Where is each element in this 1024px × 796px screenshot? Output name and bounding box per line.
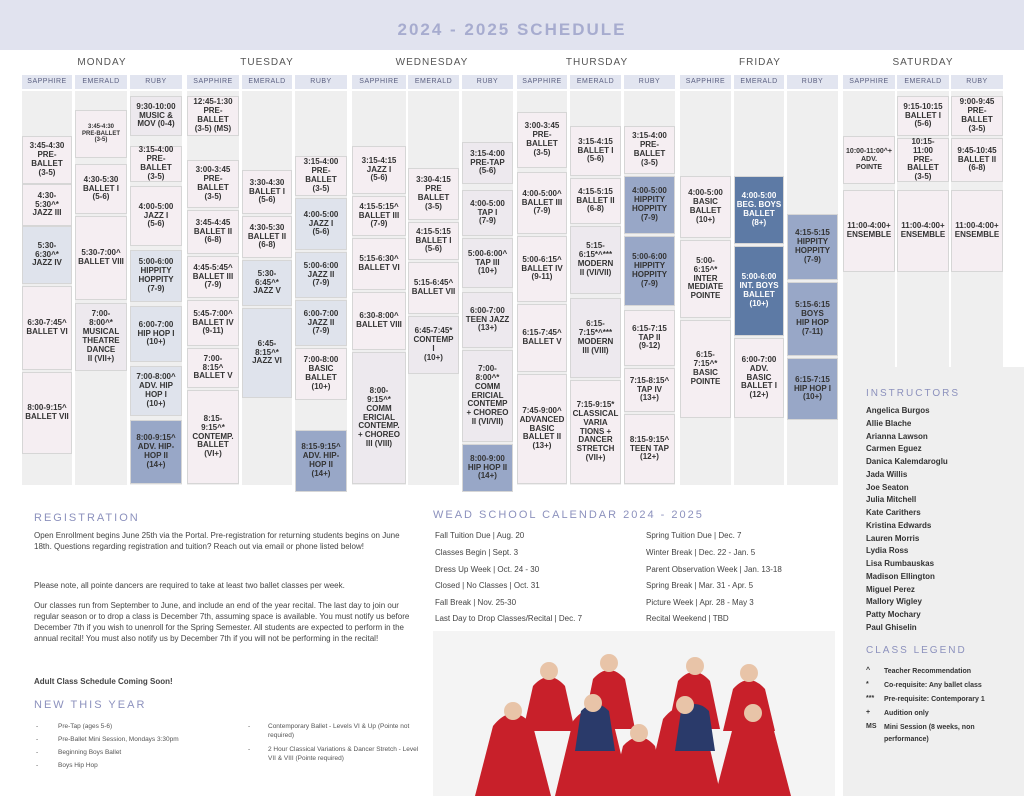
class-cell: 7:00- 8:00^* COMM ERICIAL CONTEMP + CHOREO II (VI/VII) [462, 350, 513, 442]
class-cell: 8:00-9:15^ BALLET VII [22, 372, 72, 454]
class-cell: 6:15-7:15 HIP HOP I (10+) [787, 358, 838, 420]
class-cell: 8:15-9:15^ ADV. HIP- HOP II (14+) [295, 430, 347, 492]
bullet: - [36, 762, 39, 769]
legend-symbol: * [866, 681, 869, 688]
class-cell: 9:15-10:15 BALLET I (5-6) [897, 96, 949, 136]
day-tuesday: TUESDAY [240, 57, 294, 68]
legend-symbol: + [866, 709, 871, 716]
class-cell: 9:30-10:00 MUSIC & MOV (0-4) [130, 96, 182, 136]
level-header-emerald: EMERALD [734, 75, 784, 89]
class-cell: 12:45-1:30 PRE-BALLET (3-5) (MS) [187, 96, 239, 136]
instructor-name: Arianna Lawson [866, 432, 928, 441]
class-cell: 10:15- 11:00 PRE-BALLET (3-5) [897, 138, 949, 182]
calendar-item: Last Day to Drop Classes/Recital | Dec. 7 [435, 614, 583, 623]
day-monday: MONDAY [77, 57, 127, 68]
pointe-note: Please note, all pointe dancers are required to take at least two ballet classes per week. [34, 581, 345, 590]
class-cell: 6:15-7:15 TAP II (9-12) [624, 310, 675, 366]
day-saturday: SATURDAY [892, 57, 954, 68]
class-cell: 3:15-4:15 JAZZ I (5-6) [352, 146, 406, 194]
class-cell: 4:15-5:15 BALLET I (5-6) [408, 222, 459, 260]
class-cell: 5:00-6:00 INT. BOYS BALLET (10+) [734, 246, 784, 336]
adult-class-note: Adult Class Schedule Coming Soon! [34, 677, 173, 686]
class-cell: 8:00-9:15^ ADV. HIP- HOP II (14+) [130, 420, 182, 484]
calendar-item: Dress Up Week | Oct. 24 - 30 [435, 565, 540, 574]
class-cell: 7:45-9:00^ ADVANCED BASIC BALLET II (13+) [517, 374, 567, 484]
legend-text: Teacher Recommendation [884, 668, 972, 675]
level-header-emerald: EMERALD [408, 75, 459, 89]
class-cell: 3:15-4:00 PRE-BALLET (3-5) [130, 146, 182, 182]
class-cell: 4:15-5:15^ BALLET III (7-9) [352, 196, 406, 236]
instructor-name: Lydia Ross [866, 546, 909, 555]
class-cell: 9:45-10:45 BALLET II (6-8) [951, 138, 1003, 182]
instructor-name: Mallory Wigley [866, 597, 922, 606]
class-cell: 8:00-9:00 HIP HOP II (14+) [462, 444, 513, 492]
class-cell: 11:00-4:00+ ENSEMBLE [897, 190, 949, 272]
instructor-name: Kristina Edwards [866, 521, 932, 530]
calendar-item: Classes Begin | Sept. 3 [435, 548, 519, 557]
legend-text: Audition only [884, 710, 929, 717]
class-cell: 5:15-6:30^ BALLET VI [352, 238, 406, 290]
class-cell: 3:30-4:15 PRE BALLET (3-5) [408, 168, 459, 220]
class-cell: 6:30-7:45^ BALLET VI [22, 286, 72, 370]
level-header-sapphire: SAPPHIRE [517, 75, 567, 89]
level-header-emerald: EMERALD [75, 75, 127, 89]
instructor-name: Carmen Eguez [866, 444, 922, 453]
class-cell: 3:15-4:00 PRE-TAP (5-6) [462, 142, 513, 184]
legend-symbol: ^ [866, 667, 871, 674]
instructor-name: Lisa Rumbauskas [866, 559, 935, 568]
class-cell: 11:00-4:00+ ENSEMBLE [951, 190, 1003, 272]
calendar-item: Parent Observation Week | Jan. 13-18 [646, 565, 782, 574]
class-cell: 6:45- 8:15^* JAZZ VI [242, 308, 292, 398]
class-cell: 7:15-8:15^ TAP IV (13+) [624, 368, 675, 412]
class-cell: 4:00-5:00 TAP I (7-9) [462, 190, 513, 236]
level-header-ruby: RUBY [624, 75, 675, 89]
legend-text: Pre-requisite: Contemporary 1 [884, 696, 985, 703]
class-cell: 5:00-6:00^ TAP III (10+) [462, 238, 513, 288]
new-item: Beginning Boys Ballet [58, 749, 122, 756]
level-header-ruby: RUBY [295, 75, 347, 89]
calendar-item: Fall Tuition Due | Aug. 20 [435, 531, 525, 540]
class-cell: 6:00-7:00 TEEN JAZZ (13+) [462, 292, 513, 348]
class-cell: 6:15- 7:15^* BASIC POINTE [680, 320, 731, 418]
level-header-ruby: RUBY [951, 75, 1003, 89]
class-cell: 5:00- 6:15^* INTER MEDIATE POINTE [680, 240, 731, 318]
class-cell: 3:00-3:45 PRE-BALLET (3-5) [517, 112, 567, 168]
calendar-item: Spring Tuition Due | Dec. 7 [646, 531, 742, 540]
class-cell: 5:30- 6:30^* JAZZ IV [22, 226, 72, 284]
class-cell: 6:45-7:45* CONTEMP I (10+) [408, 316, 459, 374]
class-cell: 3:15-4:00 PRE-BALLET (3-5) [624, 126, 675, 174]
level-header-sapphire: SAPPHIRE [352, 75, 406, 89]
class-cell: 5:30-7:00^ BALLET VIII [75, 216, 127, 300]
day-friday: FRIDAY [739, 57, 781, 68]
class-cell: 9:00-9:45 PRE-BALLET (3-5) [951, 96, 1003, 136]
level-header-ruby: RUBY [462, 75, 513, 89]
class-cell: 7:00-8:00^ ADV. HIP HOP I (10+) [130, 366, 182, 416]
class-cell: 5:00-6:00 JAZZ II (7-9) [295, 252, 347, 298]
class-cell: 8:15- 9:15^* CONTEMP. BALLET (VI+) [187, 390, 239, 484]
instructor-name: Allie Blache [866, 419, 912, 428]
level-header-sapphire: SAPPHIRE [187, 75, 239, 89]
class-cell: 4:30- 5:30^* JAZZ III [22, 184, 72, 226]
class-cell: 8:00- 9:15^* COMM ERICIAL CONTEMP. + CHOREO III (VIII) [352, 352, 406, 484]
level-header-sapphire: SAPPHIRE [680, 75, 731, 89]
instructor-name: Miguel Perez [866, 585, 915, 594]
class-cell: 6:15-7:45^ BALLET V [517, 304, 567, 372]
level-header-ruby: RUBY [787, 75, 838, 89]
day-wednesday: WEDNESDAY [395, 57, 469, 68]
calendar-item: Fall Break | Nov. 25-30 [435, 598, 517, 607]
class-cell: 5:45-7:00^ BALLET IV (9-11) [187, 300, 239, 346]
class-cell: 6:15- 7:15*^*** MODERN III (VIII) [570, 298, 621, 378]
calendar-heading: WEAD SCHOOL CALENDAR 2024 - 2025 [433, 509, 704, 521]
class-cell: 5:15- 6:15*^*** MODERN II (VI/VII) [570, 226, 621, 294]
class-cell: 3:45-4:30 PRE-BALLET (3-5) [75, 110, 127, 158]
class-cell: 4:00-5:00 HIPPITY HOPPITY (7-9) [624, 176, 675, 234]
class-cell: 5:30- 6:45^* JAZZ V [242, 260, 292, 306]
legend-heading: CLASS LEGEND [866, 645, 967, 656]
class-cell: 4:15-5:15 HIPPITY HOPPITY (7-9) [787, 214, 838, 280]
new-item: Pre-Ballet Mini Session, Mondays 3:30pm [58, 736, 179, 743]
instructor-name: Angelica Burgos [866, 406, 930, 415]
level-header-emerald: EMERALD [570, 75, 621, 89]
class-cell: 8:15-9:15^ TEEN TAP (12+) [624, 414, 675, 484]
class-cell: 7:00- 8:15^ BALLET V [187, 348, 239, 388]
class-cell: 7:00- 8:00^* MUSICAL THEATRE DANCE II (VII+) [75, 303, 127, 371]
class-cell: 3:15-4:15 BALLET I (5-6) [570, 126, 621, 176]
class-cell: 4:15-5:15 BALLET II (6-8) [570, 178, 621, 224]
legend-text: Co-requisite: Any ballet class [884, 682, 982, 689]
class-cell: 4:00-5:00 JAZZ I (5-6) [295, 198, 347, 250]
instructor-name: Paul Ghiselin [866, 623, 917, 632]
class-cell: 5:15-6:15 BOYS HIP HOP (7-11) [787, 282, 838, 356]
bullet: - [248, 746, 251, 753]
class-cell: 6:30-8:00^ BALLET VIII [352, 292, 406, 350]
calendar-item: Closed | No Classes | Oct. 31 [435, 581, 540, 590]
class-cell: 5:00-6:15^ BALLET IV (9-11) [517, 236, 567, 302]
dancers-illustration [433, 631, 835, 796]
class-cell: 11:00-4:00+ ENSEMBLE [843, 190, 895, 272]
legend-text: Mini Session (8 weeks, non performance) [884, 724, 975, 743]
level-header-emerald: EMERALD [242, 75, 292, 89]
new-item: Pre-Tap (ages 5-6) [58, 723, 113, 730]
class-cell: 4:30-5:30 BALLET II (6-8) [242, 216, 292, 258]
class-cell: 4:30-5:30 BALLET I (5-6) [75, 164, 127, 214]
legend-symbol: *** [866, 695, 875, 702]
page-title: 2024 - 2025 SCHEDULE [397, 20, 627, 39]
instructor-name: Lauren Morris [866, 534, 920, 543]
level-header-sapphire: SAPPHIRE [22, 75, 72, 89]
class-cell: 3:00-3:45 PRE- BALLET (3-5) [187, 160, 239, 208]
instructors-heading: INSTRUCTORS [866, 388, 961, 399]
class-cell: 3:30-4:30 BALLET I (5-6) [242, 170, 292, 214]
class-cell: 10:00-11:00^+ ADV. POINTE [843, 136, 895, 184]
class-cell: 7:15-9:15* CLASSICAL VARIA TIONS + DANCER STRETCH (VII+) [570, 380, 621, 484]
class-cell: 6:00-7:00 ADV. BASIC BALLET I (12+) [734, 338, 784, 418]
level-header-ruby: RUBY [130, 75, 182, 89]
class-cell: 6:00-7:00 JAZZ II (7-9) [295, 300, 347, 346]
calendar-item: Recital Weekend | TBD [646, 614, 729, 623]
new-item: 2 Hour Classical Variations & Dancer Stretch - Level VII & VIII (Pointe required) [268, 746, 419, 762]
new-item: Boys Hip Hop [58, 762, 98, 769]
calendar-item: Winter Break | Dec. 22 - Jan. 5 [646, 548, 756, 557]
instructor-name: Julia Mitchell [866, 495, 917, 504]
calendar-item: Spring Break | Mar. 31 - Apr. 5 [646, 581, 754, 590]
class-cell: 3:45-4:45 BALLET II (6-8) [187, 210, 239, 254]
class-cell: 4:00-5:00 BEG. BOYS BALLET (8+) [734, 176, 784, 244]
season-paragraph: Our classes run from September to June, and include an end of the year recital. The last day to join our regular season or to drop a class is December 7th, assuming space is available. You must notify us before December 7th if you wish to unenroll for the Spring Semester. All students are expected to perform in the annual recital! You must also notify us by December 7th if you will not be performing in the recital! [34, 601, 410, 643]
class-cell: 4:45-5:45^ BALLET III (7-9) [187, 256, 239, 298]
instructor-name: Joe Seaton [866, 483, 909, 492]
class-cell: 3:45-4:30 PRE-BALLET (3-5) [22, 136, 72, 184]
class-cell: 4:00-5:00^ BALLET III (7-9) [517, 172, 567, 234]
class-cell: 5:15-6:45^ BALLET VII [408, 262, 459, 314]
registration-heading: REGISTRATION [34, 512, 140, 524]
class-cell: 5:00-6:00 HIPPITY HOPPITY (7-9) [624, 236, 675, 306]
level-header-sapphire: SAPPHIRE [843, 75, 895, 89]
bullet: - [248, 723, 251, 730]
bullet: - [36, 736, 39, 743]
class-cell: 6:00-7:00 HIP HOP I (10+) [130, 306, 182, 362]
level-header-emerald: EMERALD [897, 75, 949, 89]
bullet: - [36, 723, 39, 730]
class-cell: 7:00-8:00 BASIC BALLET (10+) [295, 348, 347, 400]
day-thursday: THURSDAY [565, 57, 629, 68]
class-cell: 4:00-5:00 BASIC BALLET (10+) [680, 176, 731, 238]
instructor-name: Madison Ellington [866, 572, 935, 581]
class-cell: 3:15-4:00 PRE-BALLET (3-5) [295, 156, 347, 196]
legend-symbol: MS [866, 723, 877, 730]
registration-paragraph: Open Enrollment begins June 25th via the Portal. Pre-registration for returning students begins on June 18th. Questions regarding registration and tuition? Reach out via email or phone listed below! [34, 531, 400, 551]
new-item: Contemporary Ballet - Levels VI & Up (Pointe not required) [268, 723, 410, 739]
instructor-name: Danica Kalemdaroglu [866, 457, 948, 466]
instructor-name: Kate Carithers [866, 508, 921, 517]
instructor-name: Patty Mochary [866, 610, 921, 619]
instructor-name: Jada Willis [866, 470, 908, 479]
bullet: - [36, 749, 39, 756]
class-cell: 5:00-6:00 HIPPITY HOPPITY (7-9) [130, 250, 182, 302]
class-cell: 4:00-5:00 JAZZ I (5-6) [130, 186, 182, 246]
dancers-photo [433, 631, 835, 796]
new-this-year-heading: NEW THIS YEAR [34, 699, 147, 711]
calendar-item: Picture Week | Apr. 28 - May 3 [646, 598, 754, 607]
